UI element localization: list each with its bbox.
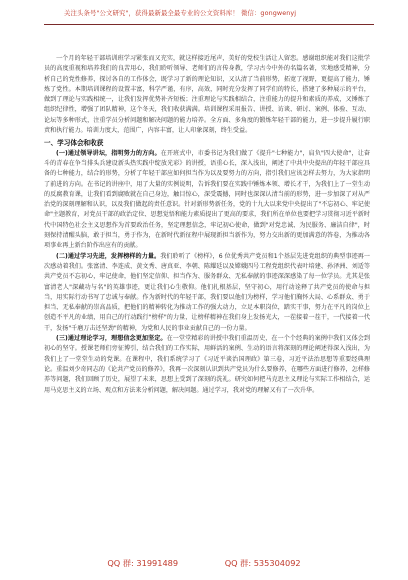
paragraph-intro: 一个月的年轻干部培训班学习紧张而又充实，就这样接近尾声，美好的党校生活让人留恋。感谢组织能对我们这批学员的高度重视和培养我们的良苦用心，我们聆听领导、老师们的言传身教，学习古今中外的名篇名著，实地感受精神，分析自己的党性修养，探讨各自的工作体会，既学习了新的理论知识，又认清了当前形势，拓宽了视野，更提高了能力，锤炼了党性。本期培训课程的设置丰富，科学严谨，有序，高效，同时充分发挥了同学们的特长，搭建了多种展示的平台，做到了理论与实践相统一，让我们发挥优势补齐短板；注重理论与实践相结合，注重能力的提升和素质的养成，又锤炼了组织纪律性，增强了团队精神，这个冬天，我们收获满满。培训课程采用报告、讲授、访谈、研讨、案例、体验、互动、论坛等多种形式，注重学员分析问题和解决问题的能力培养。全方面、多角度的锻炼年轻干部的能力，进一步提升履行职责和执行能力。培训力度大，范围广，内容丰富，让人印象深刻，终生受益。 <box>44 55 370 135</box>
header-text: 关注头条号"公文研究"，获得最新最全最专业的公文资料库！ 微信：gongwenyj <box>64 9 297 17</box>
document-body <box>44 54 370 396</box>
subheading-role-models: (二)通过学习先进，发挥榜样的力量。 <box>56 252 161 260</box>
paragraph-role-models: 我们聆听了《榜样》，6 位优秀共产党员和1个基层先进党组织的典型事迹再一次感动着我们。张富清、李连成、黄文秀、唐真亚、李朝、陈耀廷以及嫦娥四号工程党组织代表叶培建、孙泽洲、刘适等共产党员不忘初心，牢记使命，他们坚定信仰、担当作为、服务群众、无私奉献的事迹深深感染了每一位学员。尤其是张富清老人"深藏功与名"的英雄事迹，更让我们心生敬仰。他们扎根基层，坚守初心，用行动诠释了共产党员的使命与担当，用实际行动书写了忠诚与奉献。作为新时代的年轻干部，我们要以他们为榜样，学习他们胸怀大局、心系群众、勇于担当、无私奉献的崇高品质，把他们的精神转化为推动工作的强大动力，立足本职岗位，踏实干事，努力在平凡的岗位上创造不平凡的业绩，用自己的行动践行"榜样"的力量，让榜样精神在我们身上发扬光大，一茬接着一茬干，一代接着一代干，发扬"千磨万击还坚劲"的精神，为党和人民的事业贡献自己的一份力量。 <box>44 252 371 332</box>
subheading-theory: (三)通过理论学习，理想信念更加坚定。 <box>56 335 167 343</box>
paragraph-leadership: 在开班式中，市委书记为我们做了《提升"七种能力"，肩负"四大使命"，让奋斗的青春在争当排头兵建设新头热实践中绽放光彩》的讲授，语重心长，深入浅出，阐述了中共中央提出的年轻干部应具备的七种能力，结合的形势，分析了年轻干部应如何担当作为以及要努力的方向，指引我们应该怎样去努力，为大家指明了前进的方向。在书记的讲座中，用了大量的实例说明，告诉我们要在实践中锤炼本领、增长才干，为我们上了一堂生动的反腐教育课，让我们看到腐败就在自己身边，触目惊心，深受震撼，同时也深深认清当前的形势，进一步加深了对从严治党的深刻理解和认识，以及我们做起的责任意识。针对新形势新任务，党的十九大以来党中央提出了"不忘初心、牢记使命"主题教育，对党员干部的政治定位、思想觉悟和能力素质提出了更高的要求，我们所在单位也要把学习贯彻习近平新时代中国特色社会主义思想作为首要政治任务，坚定理想信念，牢记初心使命，做到"对党忠诚、为民服务、廉洁自律"，时刻保持清醒头脑，敢于担当，勇于作为，在新时代新征程中展现新担当新作为，努力交出新的更加满意的答卷，为推动各项事业再上新台阶作出应有的贡献。 <box>44 149 370 250</box>
page-header <box>44 6 374 25</box>
footer-qq-group-1: QQ 群: 31991489 <box>107 558 179 568</box>
page-footer <box>0 558 408 569</box>
paragraph-theory: 在一堂堂精彩的讲授中我们重温历史，在一个个经典的案例中我们又体会到初心的坚守。授课老师们旁征博引，结合我们的工作实际，用鲜活的案例、生动的语言将深刻的理论阐述得深入浅出，为我们上了一堂堂生动的党课。在课程中，我们系统学习了《习近平谈治国理政》第三卷，习近平法治思想等重要经典理论。重温刘少奇同志的《论共产党员的修养》，我再一次深刻认识到共产党员为什么要修养，在哪些方面进行修养，怎样修养等问题，我们回顾了历史，展望了未来，思想上受到了深刻的洗礼。研究如何把马克思主义理论与实际工作相结合，运用马克思主义的立场、观点和方法来分析问题，解决问题。通过学习，我对党的理解又有了一次升华。 <box>44 335 371 394</box>
subheading-leadership: (一)通过领导讲坛，指明努力的方向。 <box>56 149 161 157</box>
footer-qq-group-2: QQ 群: 535304092 <box>224 558 301 568</box>
section-heading: 一、学习体会和收获 <box>44 139 104 148</box>
